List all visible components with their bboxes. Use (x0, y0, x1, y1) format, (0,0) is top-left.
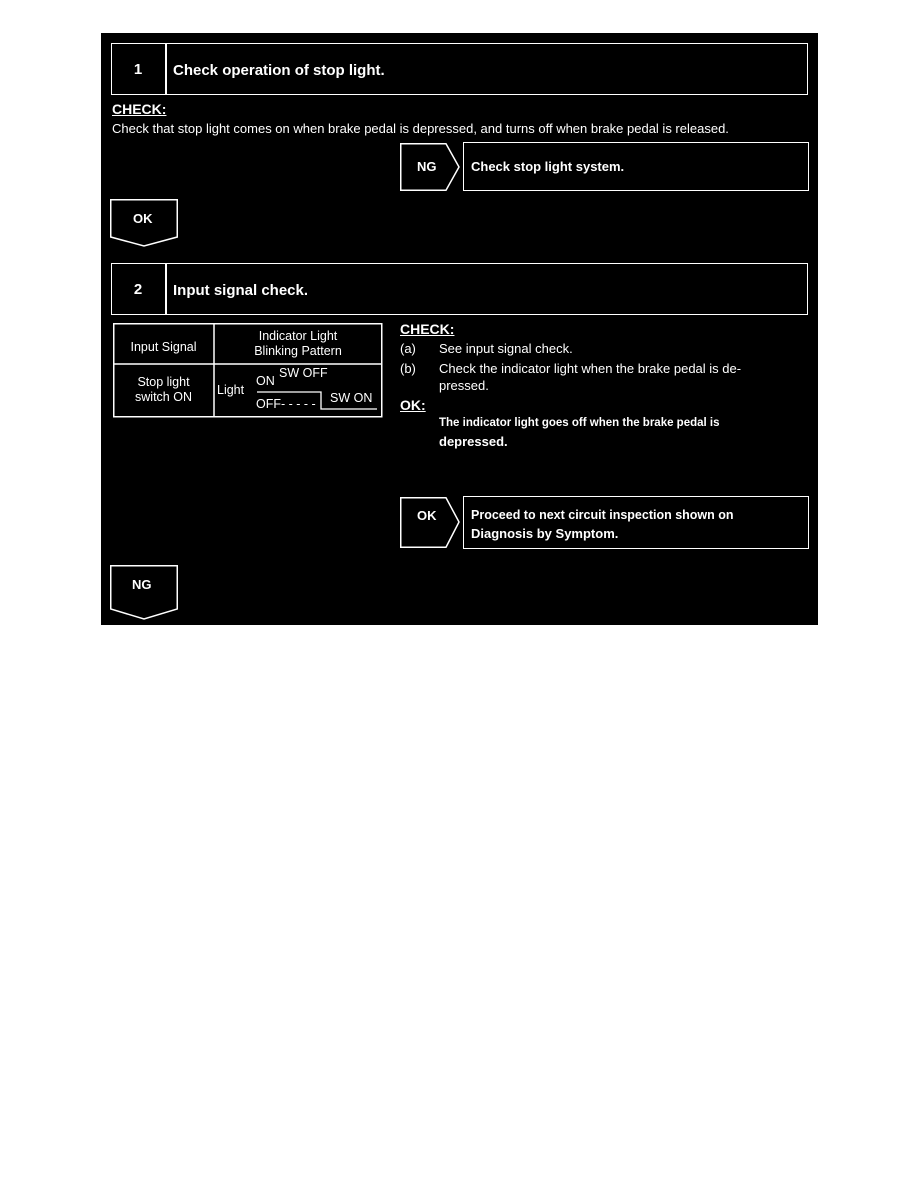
step2-ng-label: NG (132, 577, 152, 592)
wave-on-label: ON (256, 374, 275, 388)
step2-number: 2 (133, 281, 143, 298)
check-a-text: See input signal check. (439, 341, 573, 356)
ok-action-line1: Proceed to next circuit inspection shown on (471, 508, 734, 522)
step1-check-text: Check that stop light comes on when brake pedal is depressed, and turns off when brake pedal is released. (112, 121, 729, 136)
step1-title: Check operation of stop light. (173, 62, 385, 79)
check-a-marker: (a) (400, 341, 416, 356)
step2-ok-label: OK: (400, 397, 426, 413)
wave-sw-on-label: SW ON (330, 391, 373, 405)
step1-check-label: CHECK: (112, 101, 167, 117)
step2-ok-action-box (463, 496, 809, 549)
step2-title: Input signal check. (173, 282, 309, 299)
wave-off-label: OFF- - - - - (256, 397, 316, 411)
table-row1-signal-line2: switch ON (135, 390, 192, 404)
table-col2-header-line2: Blinking Pattern (254, 344, 342, 358)
table-row1-signal-line1: Stop light (137, 375, 190, 389)
step1-divider (165, 43, 167, 95)
step1-ng-action: Check stop light system. (471, 159, 625, 174)
step2-ok-arrow-label: OK (417, 508, 437, 523)
step2-check-label: CHECK: (400, 321, 455, 337)
ok-text-line1: The indicator light goes off when the brake pedal is (439, 417, 720, 429)
step1-ok-label: OK (133, 211, 153, 226)
table-col2-header-line1: Indicator Light (258, 329, 338, 343)
ok-action-line2: Diagnosis by Symptom. (471, 526, 619, 541)
table-col1-header: Input Signal (130, 340, 197, 354)
check-b-marker: (b) (400, 361, 416, 376)
step2-ok-arrow[interactable] (400, 497, 460, 549)
check-b-text-line1: Check the indicator light when the brake pedal is de- (439, 361, 742, 376)
step2-ng-arrow[interactable] (110, 565, 180, 621)
step1-number: 1 (133, 61, 143, 78)
ok-text-line2: depressed. (439, 434, 508, 449)
diagnostic-panel (101, 33, 818, 625)
wave-light-label: Light (217, 383, 245, 397)
wave-sw-off-label: SW OFF (279, 366, 328, 380)
step2-divider (165, 263, 167, 315)
step1-ng-label: NG (417, 159, 437, 174)
check-b-text-line2: pressed. (439, 378, 489, 393)
